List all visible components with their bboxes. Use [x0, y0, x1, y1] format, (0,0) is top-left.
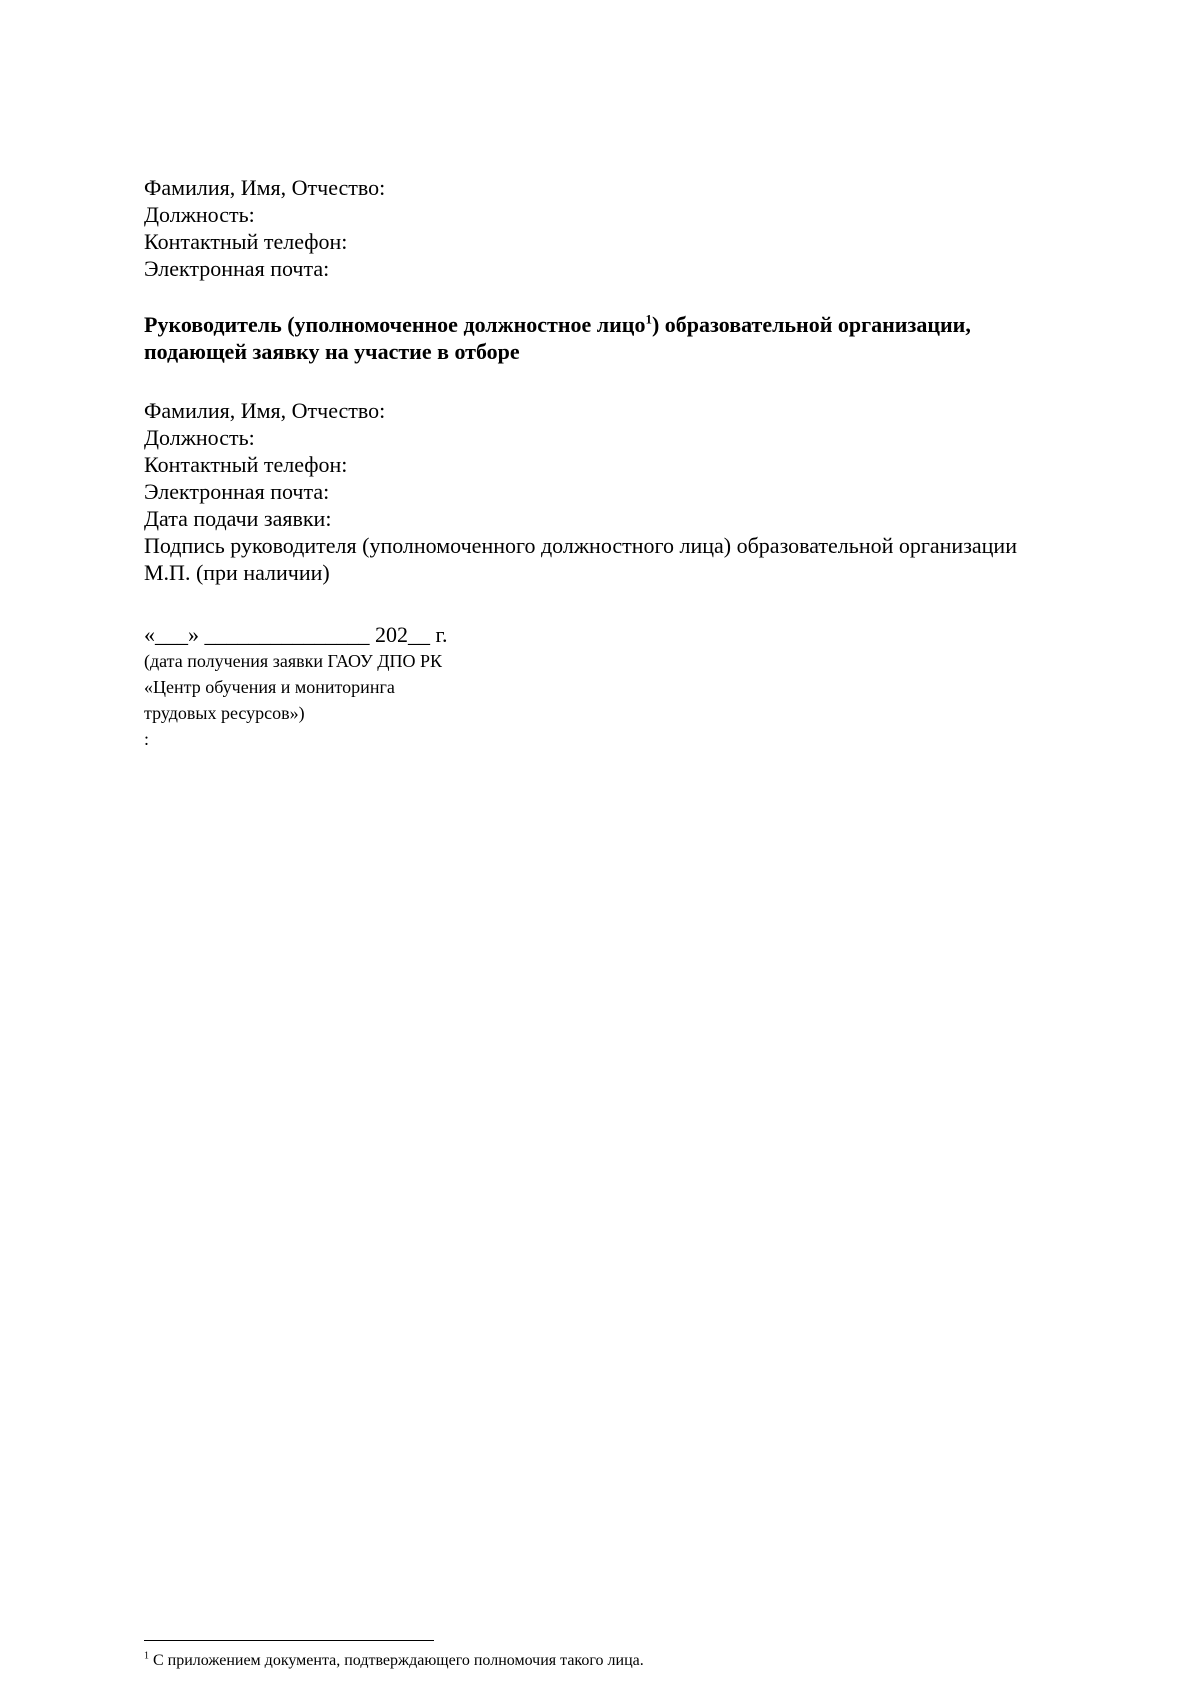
- receipt-note-line-2: «Центр обучения и мониторинга: [144, 677, 395, 697]
- receipt-note-colon: :: [144, 729, 150, 749]
- heading-line-1: [144, 311, 1144, 338]
- heading-text-part2: ) образовательной организации,: [651, 312, 971, 337]
- head-position-label: Должность:: [144, 425, 255, 450]
- signature-label: Подпись руководителя (уполномоченного должностного лица) образовательной организации: [144, 533, 1017, 558]
- phone-label: Контактный телефон:: [144, 229, 348, 254]
- heading-footnote-mark: 1: [645, 311, 652, 327]
- section-heading: [144, 311, 1144, 365]
- heading-line-2: подающей заявку на участие в отборе: [144, 339, 520, 364]
- contact-block: [144, 174, 1144, 282]
- head-phone-label: Контактный телефон:: [144, 452, 348, 477]
- footnote-mark: 1: [144, 1650, 149, 1662]
- position-label: Должность:: [144, 202, 255, 227]
- footnote-separator: [144, 1640, 434, 1641]
- head-email-label: Электронная почта:: [144, 479, 330, 504]
- heading-text-part1: Руководитель (уполномоченное должностное лицо: [144, 312, 646, 337]
- receipt-block: [144, 621, 1144, 752]
- footnote: [144, 1651, 644, 1671]
- footnote-text: С приложением документа, подтверждающего полномочия такого лица.: [149, 1652, 644, 1669]
- head-contact-block: [144, 397, 1144, 586]
- fio-label: Фамилия, Имя, Отчество:: [144, 175, 386, 200]
- receipt-date-line: «___» _______________ 202__ г.: [144, 622, 448, 647]
- head-fio-label: Фамилия, Имя, Отчество:: [144, 398, 386, 423]
- receipt-note-line-3: трудовых ресурсов»): [144, 703, 305, 723]
- email-label: Электронная почта:: [144, 256, 330, 281]
- seal-label: М.П. (при наличии): [144, 560, 330, 585]
- receipt-note-line-1: (дата получения заявки ГАОУ ДПО РК: [144, 651, 443, 671]
- submission-date-label: Дата подачи заявки:: [144, 506, 332, 531]
